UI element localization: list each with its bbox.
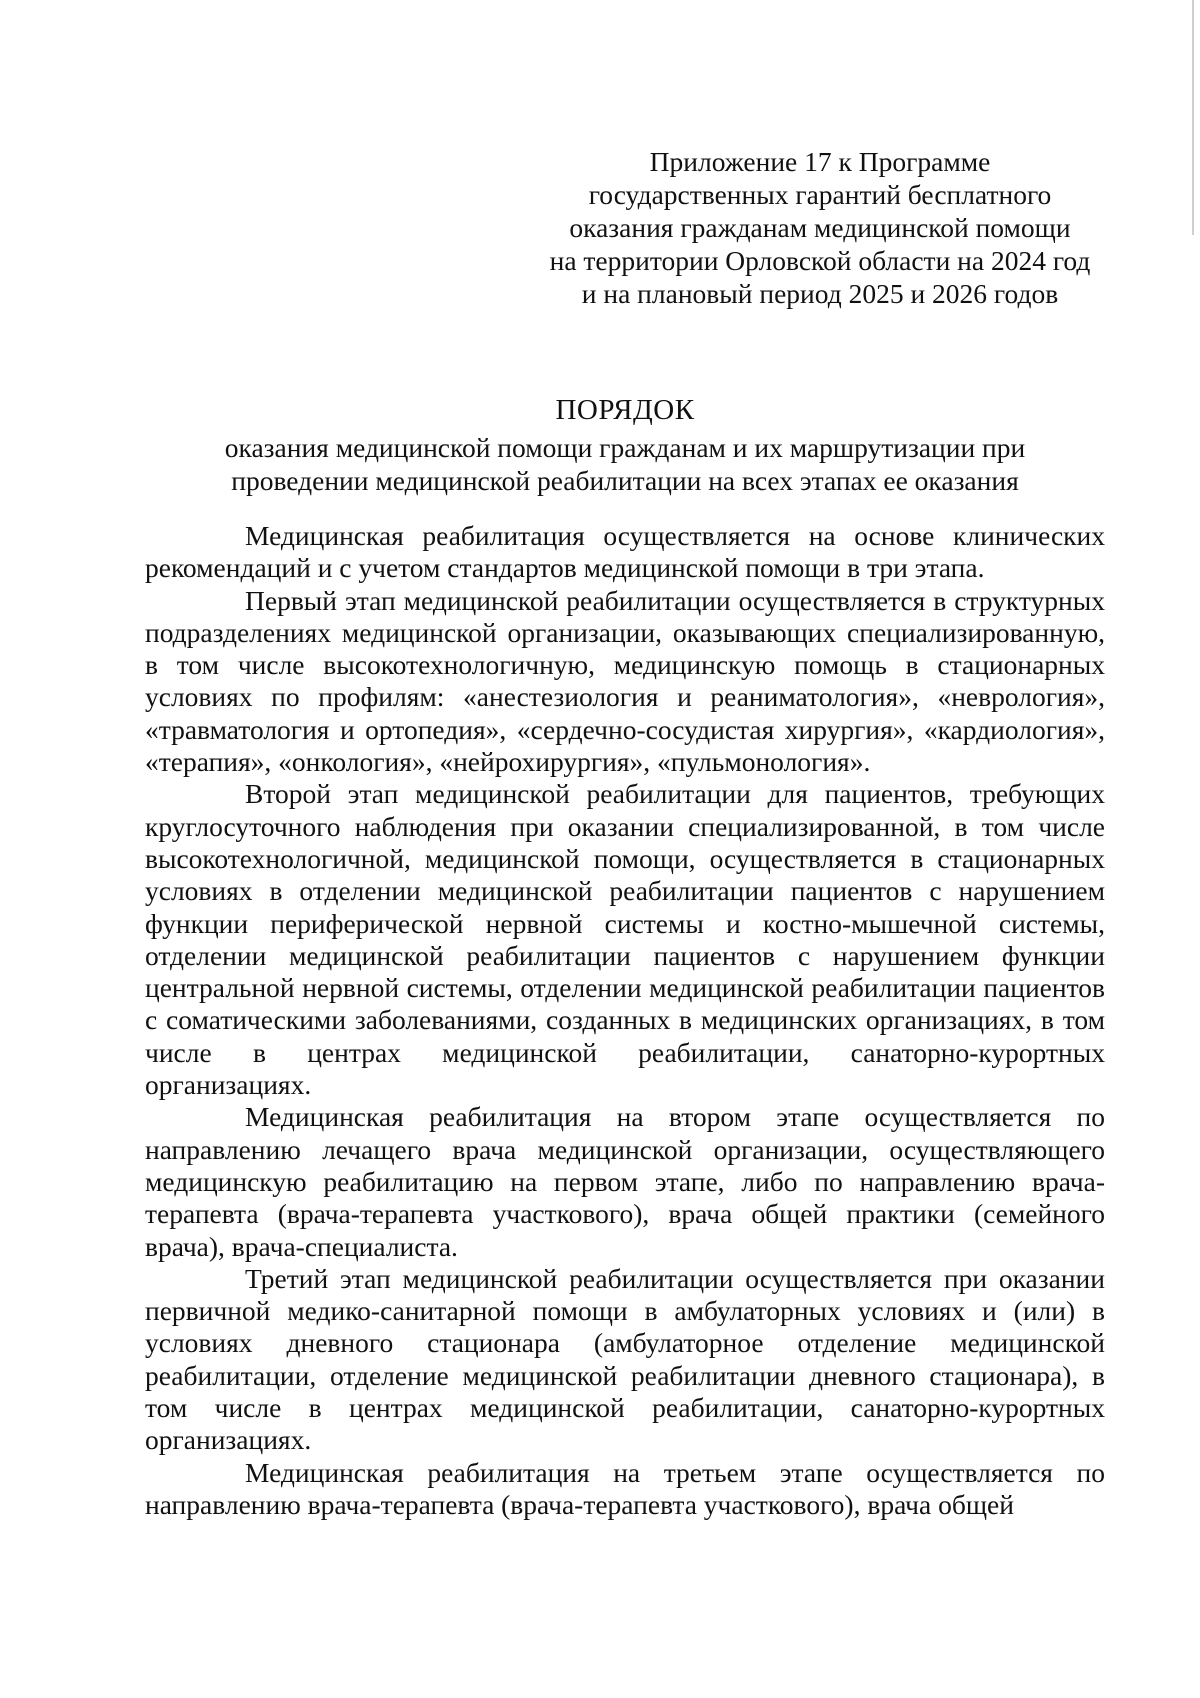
body-text [145,520,1105,1521]
appendix-line: государственных гарантий бесплатного [588,179,1052,210]
subtitle-line: оказания медицинской помощи гражданам и их маршрутизации при [224,432,1026,463]
appendix-line: и на плановый период 2025 и 2026 годов [581,278,1059,309]
paragraph: Медицинская реабилитация на третьем этапе осуществляется по направлению врача-терапевта (врача-терапевта участкового), врача общей [145,1456,1105,1520]
document-subtitle [150,431,1100,497]
appendix-line: Приложение 17 к Программе [649,146,991,177]
subtitle-line: проведении медицинской реабилитации на всех этапах ее оказания [231,465,1019,496]
paragraph: Третий этап медицинской реабилитации осуществляется при оказании первичной медико-санитарной помощи в амбулаторных условиях и (или) в условиях дневного стационара (амбулаторное отделение медицинской реабилитации, отделение медицинской реабилитации дневного стационара), в том числе в центрах медицинской реабилитации, санаторно-курортных организациях. [145,1262,1105,1456]
appendix-header [535,145,1105,310]
paragraph: Второй этап медицинской реабилитации для пациентов, требующих круглосуточного наблюдения при оказании специализированной, в том числе высокотехнологичной, медицинской помощи, осуществляется в стационарных условиях в отделении медицинской реабилитации пациентов с нарушением функции периферической нервной системы и костно-мышечной системы, отделении медицинской реабилитации пациентов с нарушением функции центральной нервной системы, отделении медицинской реабилитации пациентов с соматическими заболеваниями, созданных в медицинских организациях, в том числе в центрах медицинской реабилитации, санаторно-курортных организациях. [145,778,1105,1101]
document-title: ПОРЯДОК [555,394,695,426]
appendix-line: оказания гражданам медицинской помощи [569,212,1071,243]
paragraph: Первый этап медицинской реабилитации осуществляется в структурных подразделениях медицинской организации, оказывающих специализированную, в том числе высокотехнологичную, медицинскую помощь в стационарных условиях по профилям: «анестезиология и реаниматология», «неврология», «травматология и ортопедия», «сердечно-сосудистая хирургия», «кардиология», «терапия», «онкология», «нейрохирургия», «пульмонология». [145,584,1105,778]
scan-edge-line [1192,0,1194,235]
title-block [150,392,1100,497]
appendix-line: на территории Орловской области на 2024 год [549,245,1091,276]
paragraph: Медицинская реабилитация на втором этапе осуществляется по направлению лечащего врача медицинской организации, осуществляющего медицинскую реабилитацию на первом этапе, либо по направлению врача-терапевта (врача-терапевта участкового), врача общей практики (семейного врача), врача-специалиста. [145,1101,1105,1262]
paragraph: Медицинская реабилитация осуществляется на основе клинических рекомендаций и с учетом стандартов медицинской помощи в три этапа. [145,520,1105,584]
